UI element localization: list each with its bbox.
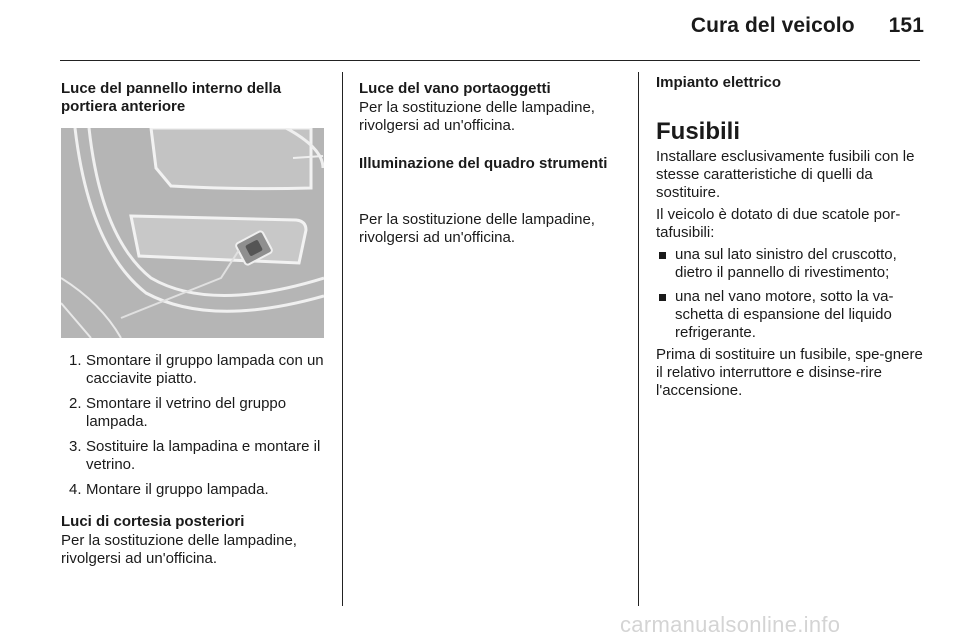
heading-instrument-lighting: Illuminazione del quadro strumenti [359,155,608,172]
list-item: 1. Smontare il gruppo lampada con un cacciavite piatto. [69,352,324,387]
list-item: 2. Smontare il vetrino del gruppo lampada. [69,395,287,430]
glovebox-light-text: Per la sostituzione delle lampadine, rivolgersi ad un'officina. [359,99,595,134]
steps-list [61,352,331,506]
column-divider-1 [342,72,343,606]
list-item: una sul lato sinistro del cruscotto, dietro il pannello di rivestimento; [656,246,926,282]
list-item: 4. Montare il gruppo lampada. [69,481,269,498]
list-item: una nel vano motore, sotto la va-schetta di espansione del liquido refrigerante. [656,288,926,342]
fuses-intro-text: Installare esclusivamente fusibili con le stesse caratteristiche di quelli da sostituire. [656,148,915,201]
bullet-icon [659,252,666,259]
header-rule [60,60,920,61]
fuse-boxes-text: Il veicolo è dotato di due scatole por-tafusibili: [656,206,901,241]
column-divider-2 [638,72,639,606]
heading-fuses: Fusibili [656,118,740,145]
watermark: carmanualsonline.info [620,612,841,637]
list-item: 3. Sostituire la lampadina e montare il vetrino. [69,438,321,473]
door-light-drawing [61,128,324,338]
page-header [691,14,924,38]
fuse-replacement-text: Prima di sostituire un fusibile, spe-gnere il relativo interruttore e disinse-rire l'accensione. [656,346,923,399]
fuse-box-list [656,246,926,348]
heading-electrical-system: Impianto elettrico [656,74,782,91]
heading-rear-courtesy-lights: Luci di cortesia posteriori [61,513,245,530]
heading-glovebox-light: Luce del vano portaoggetti [359,80,551,97]
section-title: Cura del veicolo [690,14,855,37]
heading-door-panel-light: Luce del pannello interno della portiera anteriore [61,80,282,115]
instrument-lighting-text: Per la sostituzione delle lampadine, rivolgersi ad un'officina. [359,211,595,246]
door-light-illustration [61,128,324,338]
page-number: 151 [888,14,924,37]
rear-courtesy-text: Per la sostituzione delle lampadine, rivolgersi ad un'officina. [61,532,297,567]
bullet-icon [659,294,666,301]
